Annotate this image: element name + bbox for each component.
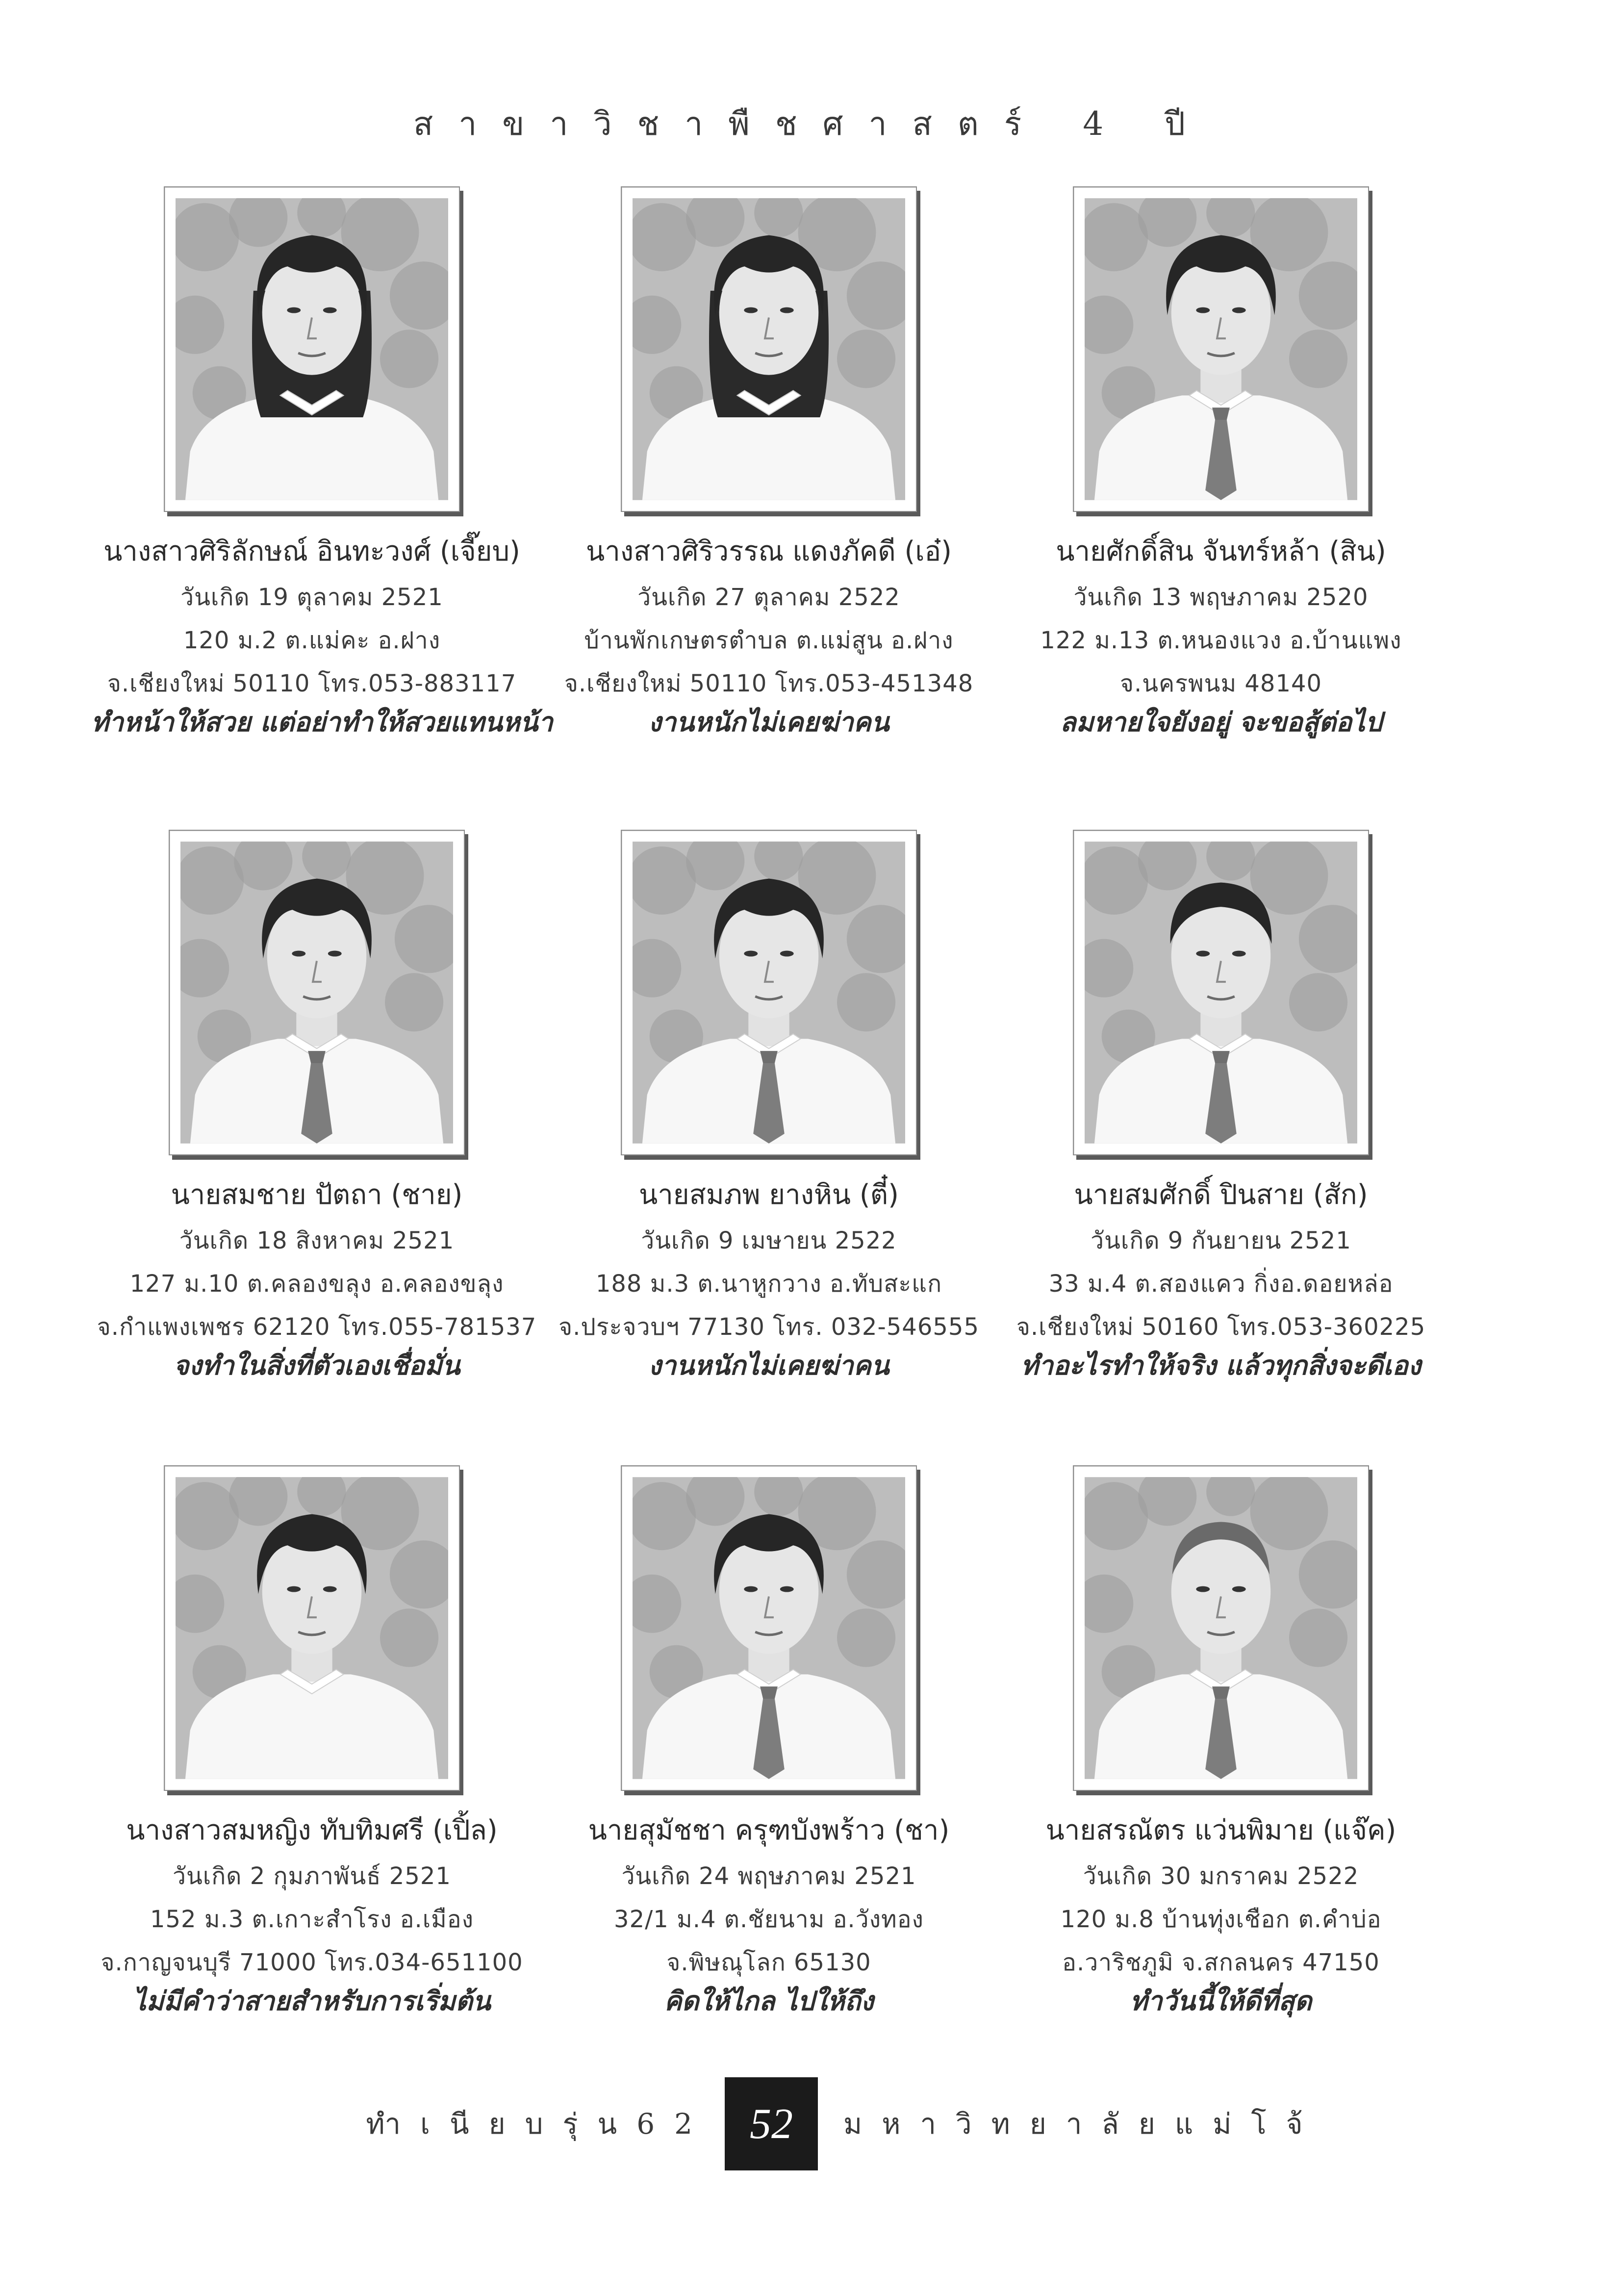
student-motto: ทำอะไรทำให้จริง แล้วทุกสิ่งจะดีเอง [1020,1350,1421,1381]
student-address-line1: 33 ม.4 ต.สองแคว กิ่งอ.ดอยหล่อ [1048,1270,1394,1298]
portrait-photo [164,1465,460,1791]
foliage-shape [1289,1608,1347,1667]
portrait-photo [621,830,917,1155]
eye-shape [744,951,758,957]
student-name: นายศักดิ์สิน จันทร์หล้า (สิน) [1056,536,1386,567]
student-address-line1: 32/1 ม.4 ต.ชัยนาม อ.วังทอง [614,1906,924,1933]
eye-shape [744,307,758,313]
portrait-image [633,198,905,500]
student-address-line1: 152 ม.3 ต.เกาะสำโรง อ.เมือง [150,1906,474,1933]
student-address-line1: 122 ม.13 ต.หนองแวง อ.บ้านแพง [1040,627,1402,654]
eye-shape [323,307,337,313]
foliage-shape [1289,973,1347,1031]
student-address-line2: จ.เชียงใหม่ 50110 โทร.053-883117 [107,670,517,697]
student-motto: ลมหายใจยังอยู่ จะขอสู้ต่อไป [1060,707,1382,738]
student-card [1000,830,1442,1383]
eye-shape [1196,307,1210,313]
student-name: นางสาวศิริลักษณ์ อินทะวงศ์ (เจี๊ยบ) [103,536,520,567]
eye-shape [780,1586,794,1592]
portrait-photo [1073,1465,1369,1791]
eye-shape [1196,1586,1210,1592]
portrait-image [633,842,905,1144]
student-birthdate: วันเกิด 9 กันยายน 2521 [1091,1227,1351,1254]
tie-knot [308,1051,326,1063]
portrait-image [1085,198,1357,500]
foliage-shape [385,973,443,1031]
footer-university-label: มหาวิทยาลัยแม่โจ้ [843,2107,1322,2141]
portrait-photo [1073,830,1369,1155]
student-address-line1: 188 ม.3 ต.นาหูกวาง อ.ทับสะแก [595,1270,942,1298]
student-address-line2: จ.นครพนม 48140 [1119,670,1322,697]
portrait-photo [1073,186,1369,512]
student-card [96,830,537,1383]
student-motto: งานหนักไม่เคยฆ่าคน [648,707,889,738]
eye-shape [292,951,305,957]
eye-shape [780,307,794,313]
student-address-line2: จ.พิษณุโลก 65130 [666,1949,871,1976]
student-address-line2: จ.กำแพงเพชร 62120 โทร.055-781537 [97,1313,537,1341]
eye-shape [287,307,301,313]
student-address-line1: บ้านพักเกษตรตำบล ต.แม่สูน อ.ฝาง [584,627,954,654]
foliage-shape [380,330,438,388]
student-card [548,186,990,740]
tie-knot [1212,1686,1230,1699]
eye-shape [744,1586,758,1592]
eye-shape [287,1586,301,1592]
student-card [91,186,553,740]
student-name: นายสุมัชชา ครุฑบังพร้าว (ชา) [588,1814,950,1846]
eye-shape [1196,951,1210,957]
student-birthdate: วันเกิด 2 กุมภาพันธ์ 2521 [173,1862,451,1890]
student-name: นางสาวศิริวรรณ แดงภัคดี (เอ๋) [586,536,952,567]
student-name: นางสาวสมหญิง ทับทิมศรี (เปิ้ล) [126,1814,498,1846]
student-birthdate: วันเกิด 18 สิงหาคม 2521 [179,1227,455,1254]
student-name: นายสมภพ ยางหิน (ตี๋) [639,1179,899,1211]
foliage-shape [837,1608,895,1667]
foliage-shape [1289,330,1347,388]
foliage-shape [837,330,895,388]
student-address-line1: 120 ม.8 บ้านทุ่งเชือก ต.คำบ่อ [1060,1906,1382,1933]
eye-shape [328,951,342,957]
student-card [91,1465,533,2018]
student-motto: จงทำในสิ่งที่ตัวเองเชื่อมั่น [173,1350,460,1381]
footer-yearbook-label: ทำเนียบรุ่น62 [366,2107,712,2141]
student-birthdate: วันเกิด 27 ตุลาคม 2522 [637,584,900,611]
portrait-image [633,1477,905,1779]
student-address-line2: จ.เชียงใหม่ 50160 โทร.053-360225 [1016,1313,1426,1341]
student-address-line2: อ.วาริชภูมิ จ.สกลนคร 47150 [1062,1949,1380,1976]
foliage-shape [380,1608,438,1667]
student-birthdate: วันเกิด 9 เมษายน 2522 [641,1227,897,1254]
student-card [1000,1465,1442,2018]
student-card [548,1465,990,2018]
tie-knot [1212,408,1230,420]
foliage-shape [837,973,895,1031]
student-birthdate: วันเกิด 13 พฤษภาคม 2520 [1073,584,1369,611]
portrait-image [176,198,448,500]
portrait-image [176,1477,448,1779]
portrait-photo [621,186,917,512]
student-birthdate: วันเกิด 30 มกราคม 2522 [1083,1862,1359,1890]
portrait-image [1085,1477,1357,1779]
student-motto: ทำหน้าให้สวย แต่อย่าทำให้สวยแทนหน้า [91,707,553,738]
student-name: นายสมชาย ปัตถา (ชาย) [171,1179,463,1211]
student-address-line1: 120 ม.2 ต.แม่คะ อ.ฝาง [183,627,441,654]
student-card [548,830,990,1383]
eye-shape [323,1586,337,1592]
student-name: นายสรณัตร แว่นพิมาย (แจ๊ค) [1045,1814,1396,1846]
student-name: นายสมศักดิ์ ปินสาย (สัก) [1074,1179,1368,1211]
eye-shape [1232,307,1246,313]
student-motto: คิดให้ไกล ไปให้ถึง [664,1986,874,2016]
page-footer [0,2077,1624,2170]
student-motto: ทำวันนี้ให้ดีที่สุด [1130,1986,1312,2016]
student-card [1000,186,1442,740]
portrait-image [180,842,453,1144]
eye-shape [1232,951,1246,957]
portrait-photo [621,1465,917,1791]
student-address-line2: จ.กาญจนบุรี 71000 โทร.034-651100 [101,1949,523,1976]
portrait-image [1085,842,1357,1144]
eye-shape [1232,1586,1246,1592]
student-address-line2: จ.เชียงใหม่ 50110 โทร.053-451348 [564,670,974,697]
student-motto: ไม่มีคำว่าสายสำหรับการเริ่มต้น [133,1986,491,2016]
page-title: สาขาวิชาพืชศาสตร์ 4 ปี [413,105,1211,143]
student-birthdate: วันเกิด 24 พฤษภาคม 2521 [621,1862,916,1890]
eye-shape [780,951,794,957]
portrait-photo [164,186,460,512]
student-birthdate: วันเกิด 19 ตุลาคม 2521 [180,584,443,611]
portrait-photo [169,830,465,1155]
student-address-line1: 127 ม.10 ต.คลองขลุง อ.คลองขลุง [129,1270,504,1298]
tie-knot [1212,1051,1230,1063]
page-number: 52 [725,2077,818,2170]
student-motto: งานหนักไม่เคยฆ่าคน [648,1350,889,1381]
student-address-line2: จ.ประจวบฯ 77130 โทร. 032-546555 [558,1313,979,1341]
tie-knot [760,1051,778,1063]
tie-knot [760,1686,778,1699]
